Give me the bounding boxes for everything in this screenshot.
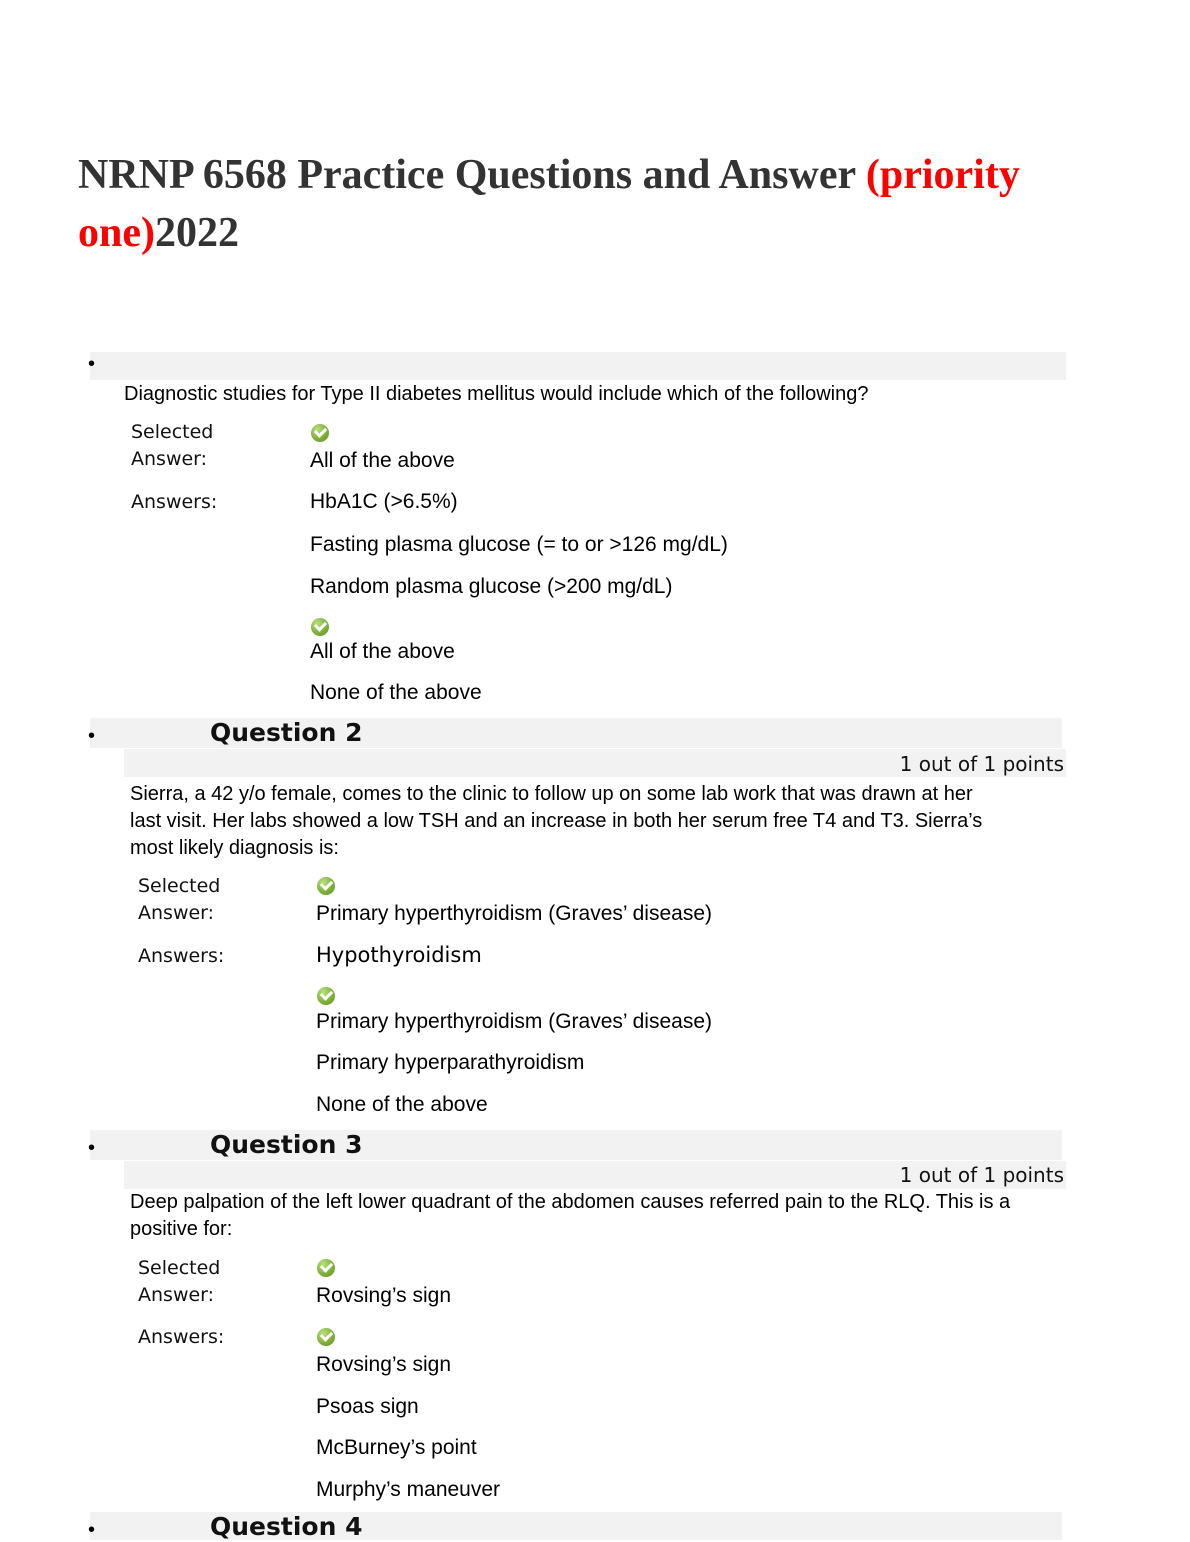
selected-answer-label: Selected Answer: xyxy=(138,875,221,924)
title-year: 2022 xyxy=(155,210,239,256)
question-header-bar xyxy=(90,352,1066,380)
question-label: Question 2 xyxy=(210,718,363,747)
check-circle-icon xyxy=(311,618,329,636)
answer-option: HbA1C (>6.5%) xyxy=(310,490,458,513)
answer-option: None of the above xyxy=(310,681,482,704)
answer-option: Primary hyperparathyroidism xyxy=(316,1051,585,1074)
answer-option: None of the above xyxy=(316,1093,488,1116)
check-circle-icon xyxy=(317,1328,335,1346)
selected-answer-label: Selected Answer: xyxy=(138,1257,221,1306)
selected-answer: Rovsing’s sign xyxy=(316,1284,452,1307)
page-title xyxy=(78,146,1088,262)
question-text: Sierra, a 42 y/o female, comes to the clinic to follow up on some lab work that was drawn at her last visit. Her labs showed a low TSH and an increase in both her serum free T4 and T3. Sierra’s most likely diagnosis is: xyxy=(130,783,983,859)
selected-answer: All of the above xyxy=(310,449,455,472)
check-circle-icon xyxy=(311,424,329,442)
answers-label: Answers: xyxy=(131,491,218,513)
check-circle-icon xyxy=(317,877,335,895)
selected-answer-label: Selected Answer: xyxy=(131,421,214,470)
question-text: Deep palpation of the left lower quadrant of the abdomen causes referred pain to the RLQ. This is a positive for: xyxy=(130,1191,1011,1240)
question-label: Question 4 xyxy=(210,1512,363,1541)
answer-option: McBurney’s point xyxy=(316,1436,477,1459)
answers-label: Answers: xyxy=(138,945,225,967)
title-main: NRNP 6568 Practice Questions and Answer xyxy=(78,152,866,198)
check-circle-icon xyxy=(317,987,335,1005)
answers-label: Answers: xyxy=(138,1326,225,1348)
answer-option: Fasting plasma glucose (= to or >126 mg/dL) xyxy=(310,533,728,556)
bullet: • xyxy=(88,1519,96,1541)
selected-answer: Primary hyperthyroidism (Graves’ disease) xyxy=(316,902,712,925)
title-highlight: (priority one) xyxy=(78,152,1020,256)
check-circle-icon xyxy=(317,1259,335,1277)
points-text: 1 out of 1 points xyxy=(899,752,1064,776)
answer-option: Murphy’s maneuver xyxy=(316,1478,501,1501)
answer-option: Psoas sign xyxy=(316,1395,419,1418)
answer-option-correct: Primary hyperthyroidism (Graves’ disease) xyxy=(316,1010,712,1033)
question-label: Question 3 xyxy=(210,1130,363,1159)
bullet: • xyxy=(88,1137,96,1159)
bullet: • xyxy=(88,353,96,375)
answer-option-correct: All of the above xyxy=(310,640,455,663)
points-text: 1 out of 1 points xyxy=(899,1163,1064,1187)
question-text: Diagnostic studies for Type II diabetes mellitus would include which of the following? xyxy=(124,383,869,405)
bullet: • xyxy=(88,725,96,747)
answer-option: Hypothyroidism xyxy=(316,943,482,967)
answer-option-correct: Rovsing’s sign xyxy=(316,1353,452,1376)
answer-option: Random plasma glucose (>200 mg/dL) xyxy=(310,575,673,598)
